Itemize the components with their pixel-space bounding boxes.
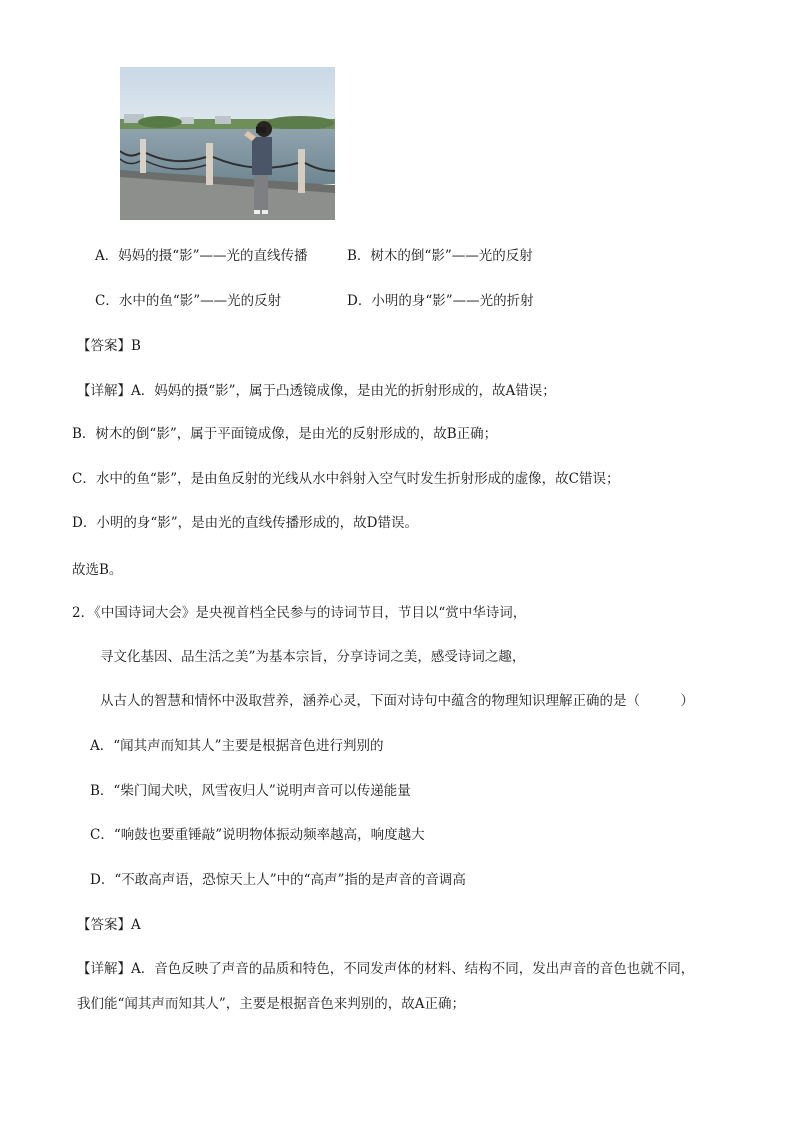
q2-option-d: D．“不敢高声语，恐惊天上人”中的“高声”指的是声音的音调高 — [90, 872, 466, 888]
q2-stem-line: 寻文化基因、品生活之美”为基本宗旨，分享诗词之美，感受诗词之趣， — [100, 649, 526, 665]
q1-conclusion: 故选B。 — [72, 562, 123, 578]
q1-option-a: A．妈妈的摄“影”——光的直线传播 — [95, 248, 308, 264]
q1-option-c: C．水中的鱼“影”——光的反射 — [95, 293, 282, 309]
lakeside-photo — [120, 67, 335, 220]
q1-answer: 【答案】B — [77, 338, 141, 354]
q2-explanation-line: 我们能“闻其声而知其人”，主要是根据音色来判别的，故A正确； — [77, 996, 466, 1012]
q2-option-b: B．“柴门闻犬吠，风雪夜归人”说明声音可以传递能量 — [90, 783, 411, 799]
q2-option-c: C．“响鼓也要重锤敲”说明物体振动频率越高，响度越大 — [90, 827, 425, 843]
q2-answer: 【答案】A — [77, 917, 141, 933]
q2-explanation-line: 【详解】A．音色反映了声音的品质和特色，不同发声体的材料、结构不同，发出声音的音色也就不同， — [77, 961, 695, 977]
q2-stem-line: 从古人的智慧和情怀中汲取营养，涵养心灵，下面对诗句中蕴含的物理知识理解正确的是（ ） — [100, 693, 694, 709]
q1-explanation-line: C．水中的鱼“影”，是由鱼反射的光线从水中斜射入空气时发生折射形成的虚像，故C错误； — [72, 471, 620, 487]
q1-explanation-line: D．小明的身“影”，是由光的直线传播形成的，故D错误。 — [72, 515, 418, 531]
q2-stem-line: 2．《中国诗词大会》是央视首档全民参与的诗词节目，节目以“赏中华诗词， — [72, 605, 527, 621]
q1-explanation-line: B．树木的倒“影”，属于平面镜成像，是由光的反射形成的，故B正确； — [72, 426, 498, 442]
q2-option-a: A．“闻其声而知其人”主要是根据音色进行判别的 — [90, 738, 384, 754]
q1-explanation-line: 【详解】A．妈妈的摄“影”，属于凸透镜成像，是由光的折射形成的，故A错误； — [77, 383, 556, 399]
q1-option-b: B．树木的倒“影”——光的反射 — [347, 248, 533, 264]
q1-option-d: D．小明的身“影”——光的折射 — [347, 293, 534, 309]
